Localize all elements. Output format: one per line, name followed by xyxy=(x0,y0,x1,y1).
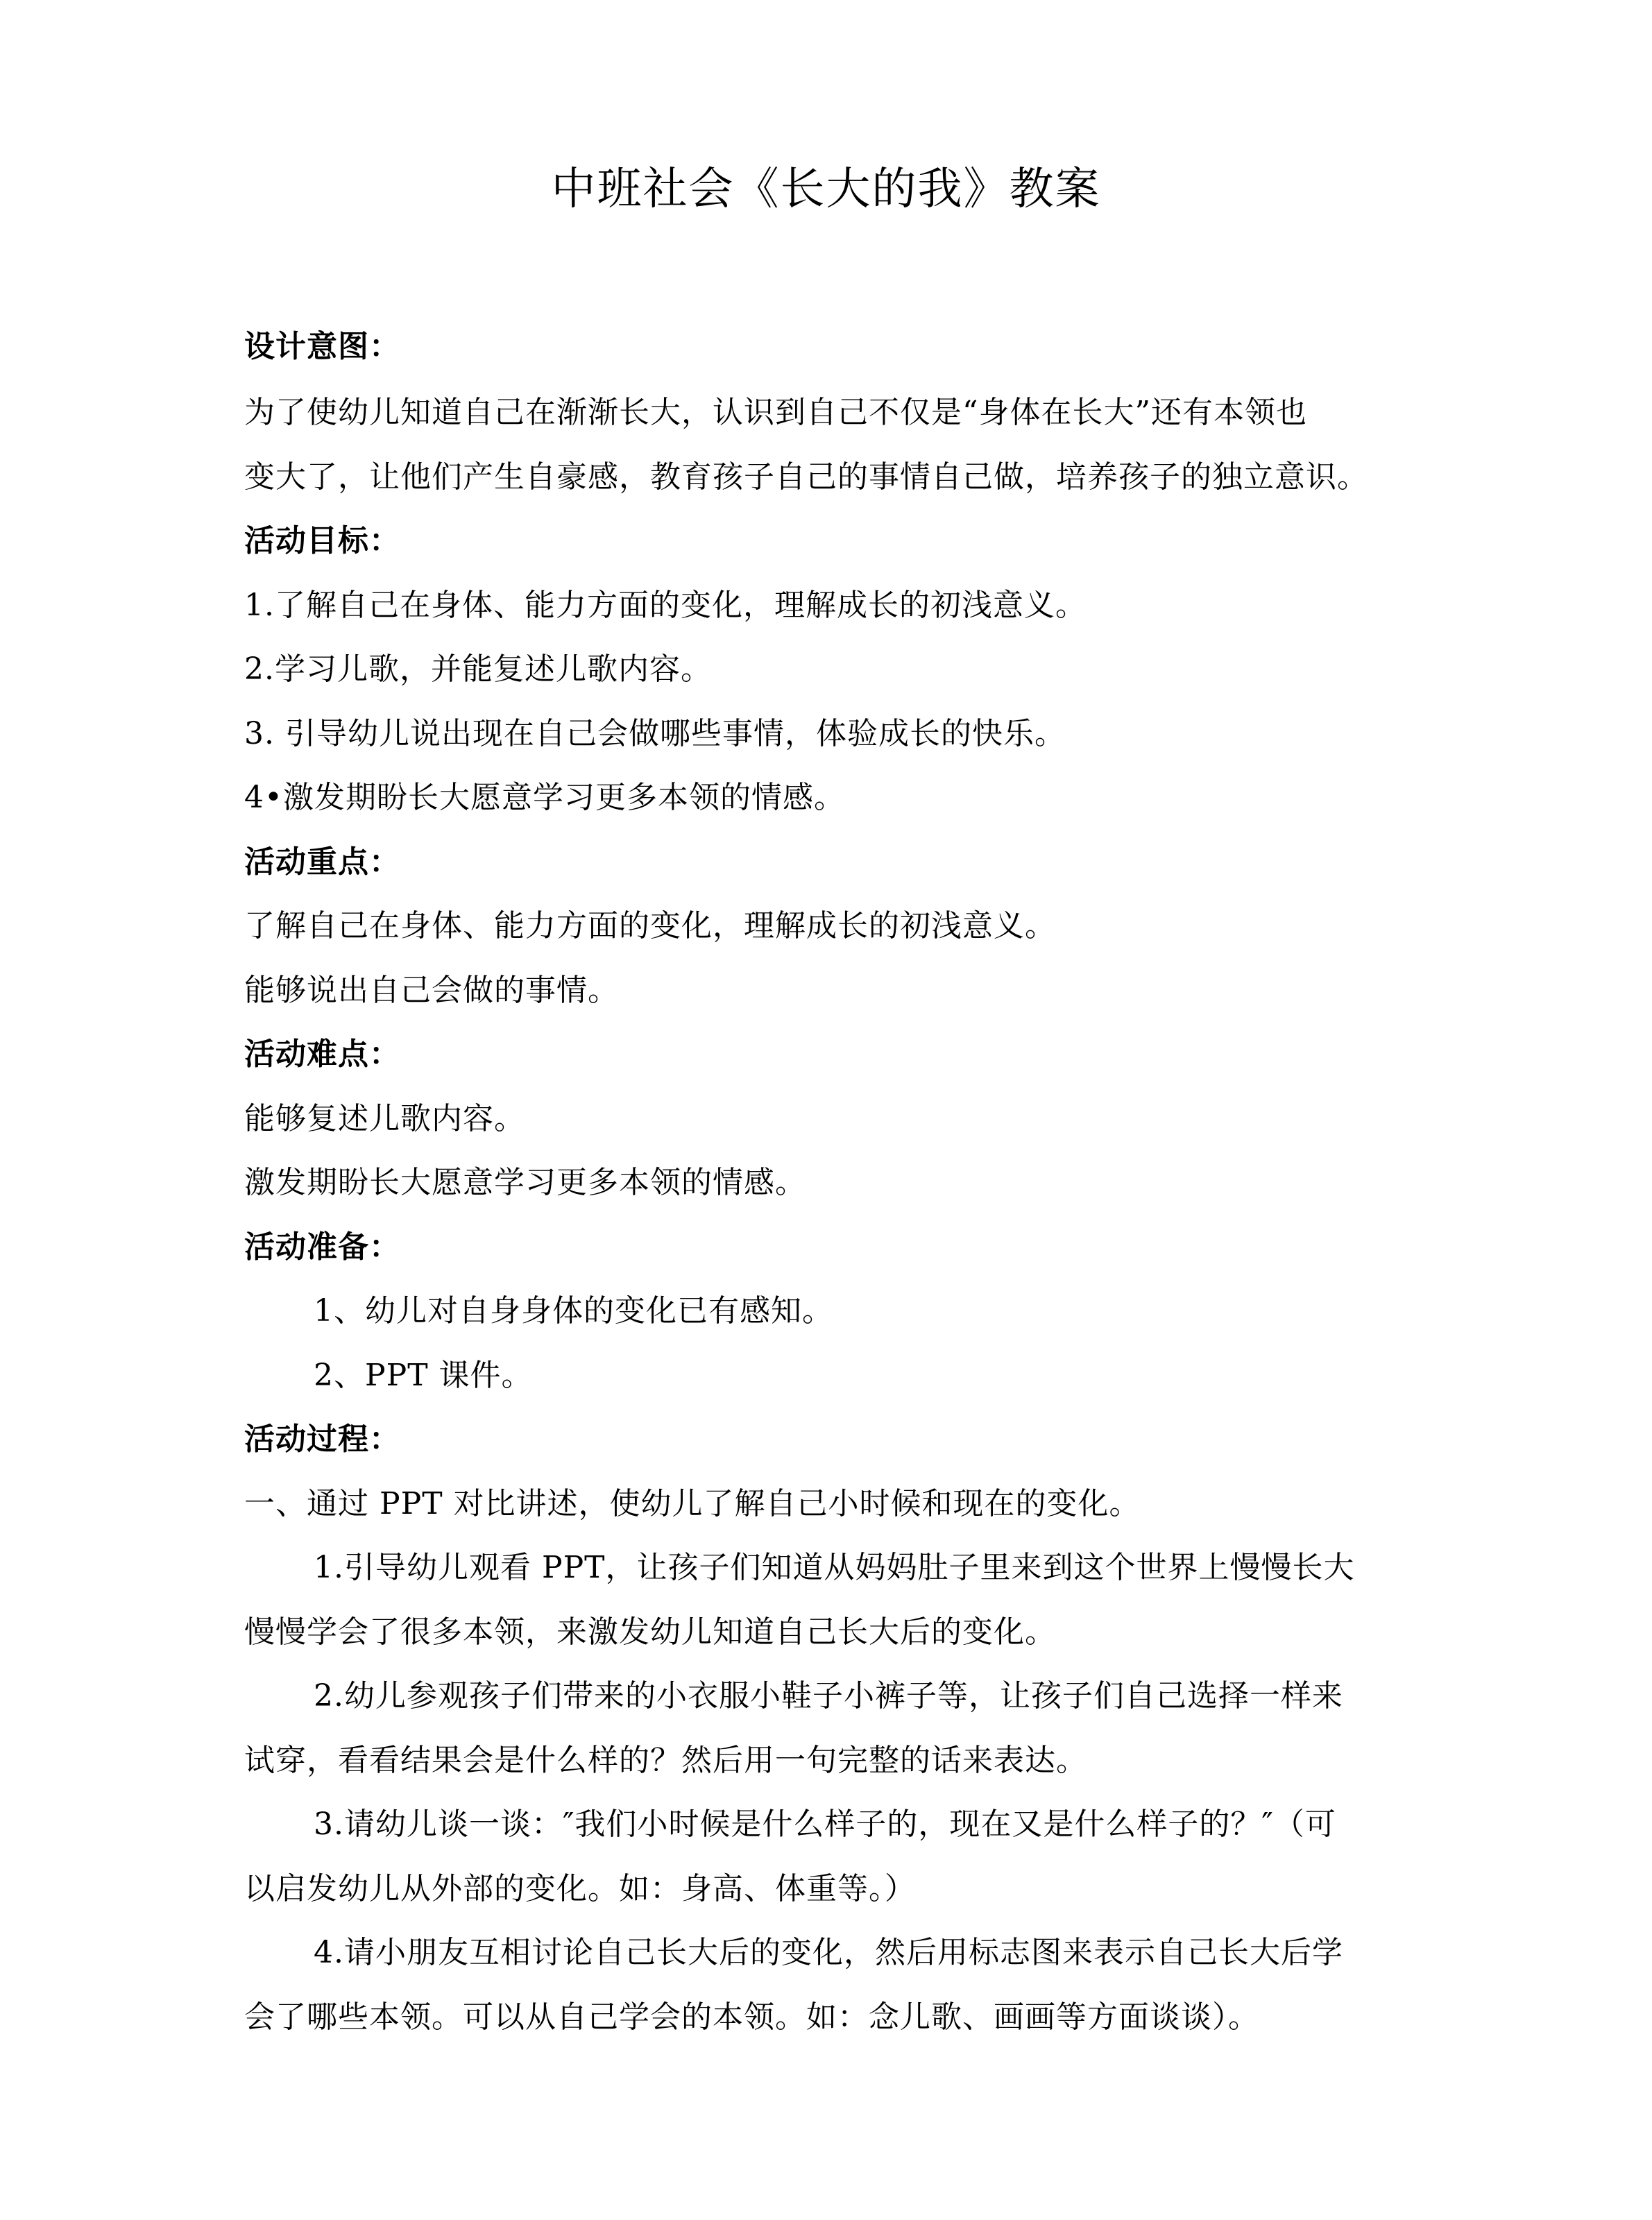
section-heading: 活动重点： xyxy=(244,844,400,880)
paragraph-line: 1、幼儿对自身身体的变化已有感知。 xyxy=(314,1293,833,1329)
paragraph-line: 一、通过 PPT 对比讲述，使幼儿了解自己小时候和现在的变化。 xyxy=(244,1486,1141,1521)
paragraph-line: 激发期盼长大愿意学习更多本领的情感。 xyxy=(244,1165,806,1200)
paragraph-line: 为了使幼儿知道自己在渐渐长大，认识到自己不仅是“身体在长大”还有本领也 xyxy=(244,395,1307,430)
paragraph-line: 变大了，让他们产生自豪感，教育孩子自己的事情自己做，培养孩子的独立意识。 xyxy=(244,459,1368,495)
paragraph-line: 2.幼儿参观孩子们带来的小衣服小鞋子小裤子等，让孩子们自己选择一样来 xyxy=(314,1678,1343,1714)
section-heading: 设计意图： xyxy=(244,329,400,364)
paragraph-line: 试穿，看看结果会是什么样的？然后用一句完整的话来表达。 xyxy=(244,1743,1087,1778)
paragraph-line: 4•激发期盼长大愿意学习更多本领的情感。 xyxy=(244,780,845,815)
section-heading: 活动过程： xyxy=(244,1421,400,1457)
paragraph-line: 1.了解自己在身体、能力方面的变化，理解成长的初浅意义。 xyxy=(244,588,1087,623)
paragraph-line: 了解自己在身体、能力方面的变化，理解成长的初浅意义。 xyxy=(244,908,1056,944)
section-heading: 活动准备： xyxy=(244,1229,400,1265)
document-title: 中班社会《长大的我》教案 xyxy=(551,164,1101,215)
paragraph-line: 3.请幼儿谈一谈：″我们小时候是什么样子的，现在又是什么样子的？″（可 xyxy=(314,1807,1336,1842)
paragraph-line: 慢慢学会了很多本领，来激发幼儿知道自己长大后的变化。 xyxy=(244,1614,1056,1650)
paragraph-line: 2、PPT 课件。 xyxy=(314,1358,533,1393)
paragraph-line: 能够说出自己会做的事情。 xyxy=(244,973,619,1008)
paragraph-line: 以启发幼儿从外部的变化。如：身高、体重等。） xyxy=(244,1871,916,1906)
paragraph-line: 4.请小朋友互相讨论自己长大后的变化，然后用标志图来表示自己长大后学 xyxy=(314,1935,1343,1970)
section-heading: 活动难点： xyxy=(244,1036,400,1072)
paragraph-line: 2.学习儿歌，并能复述儿歌内容。 xyxy=(244,651,712,687)
paragraph-line: 3. 引导幼儿说出现在自己会做哪些事情，体验成长的快乐。 xyxy=(244,716,1066,751)
paragraph-line: 会了哪些本领。可以从自己学会的本领。如：念儿歌、画画等方面谈谈）。 xyxy=(244,1999,1259,2035)
paragraph-line: 1.引导幼儿观看 PPT，让孩子们知道从妈妈肚子里来到这个世界上慢慢长大 xyxy=(314,1550,1355,1585)
paragraph-line: 能够复述儿歌内容。 xyxy=(244,1101,525,1136)
section-heading: 活动目标： xyxy=(244,523,400,558)
